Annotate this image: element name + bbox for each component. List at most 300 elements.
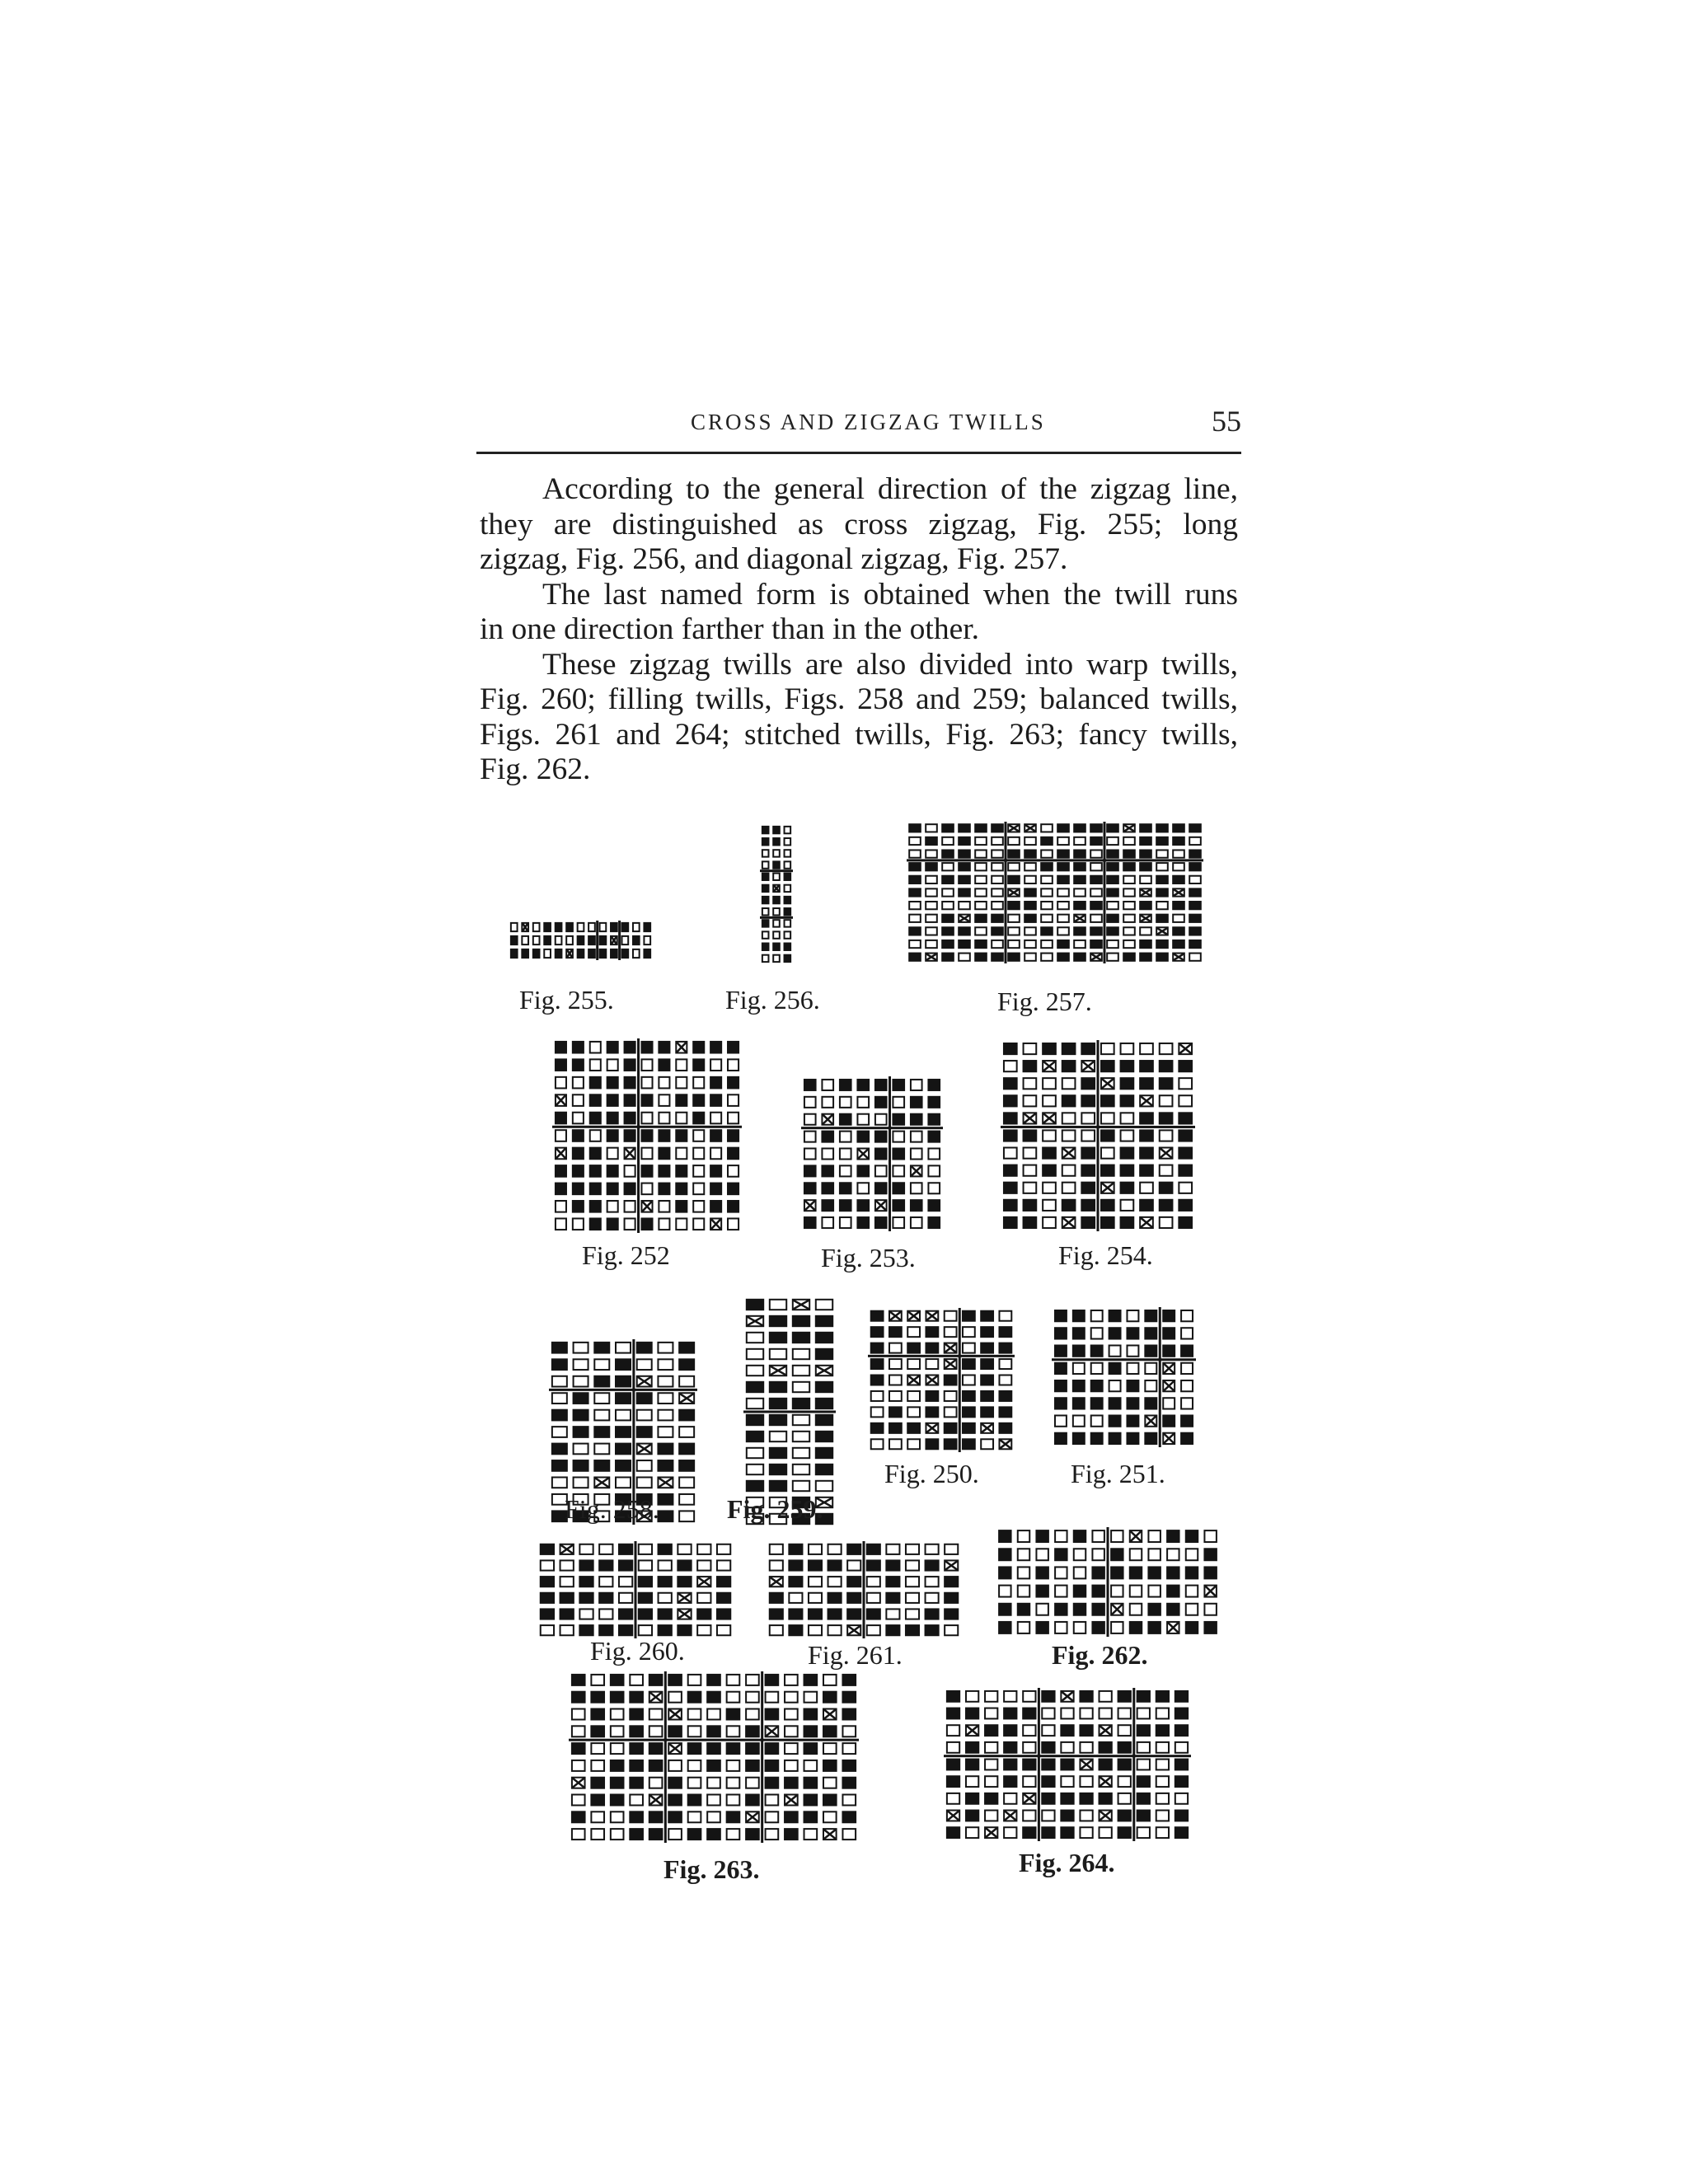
weave-cell-filled [823,1691,837,1704]
weave-cell-empty [697,1625,710,1635]
weave-cell-empty [928,1148,940,1159]
weave-cell-empty [840,1165,851,1176]
weave-cell-empty [641,1077,652,1089]
weave-cell-filled [958,862,971,871]
weave-cell-cross [638,1445,651,1454]
weave-cell-filled [856,1131,870,1143]
weave-cell-empty [1074,837,1085,845]
weave-cell-cross [948,1811,959,1821]
weave-cell-empty [889,1376,902,1385]
weave-cell-filled [804,1725,818,1737]
weave-cell-filled [874,1096,888,1108]
weave-cell-filled [1166,1530,1179,1543]
weave-cell-empty [560,1577,574,1586]
weave-cell-empty [1181,1363,1193,1374]
weave-cell-filled [1118,1690,1132,1703]
weave-cell-filled [1079,1724,1093,1736]
caption-fig-256: Fig. 256. [725,985,820,1015]
caption-fig-261: Fig. 261. [808,1640,903,1670]
weave-cell-empty [1140,876,1151,883]
paragraph-line: Fig. 262. [480,752,591,786]
weave-cell-empty [1123,888,1135,896]
weave-cell-filled [1090,1344,1104,1357]
weave-cell-filled [1100,1199,1115,1212]
weave-cell-empty [590,1130,601,1141]
weave-cell-filled [998,1343,1012,1354]
weave-cell-filled [1041,1759,1055,1771]
weave-cell-filled [991,823,1004,832]
weave-cell-empty [1018,1530,1029,1542]
weave-cell-filled [788,1559,803,1571]
weave-cell-empty [688,1726,701,1736]
weave-cell-filled [1147,1566,1160,1579]
weave-cell-filled [1003,1741,1017,1754]
weave-cell-filled [745,1794,760,1807]
figure-254-grid [1001,1040,1195,1231]
weave-cell-cross [638,1377,651,1386]
weave-cell-empty [785,1726,798,1736]
weave-cell-empty [591,1743,604,1754]
weave-cell-empty [907,1407,920,1417]
weave-cell-filled [1110,1566,1123,1579]
weave-cell-filled [828,1608,842,1619]
weave-cell-empty [770,1349,786,1359]
weave-cell-empty [1091,1363,1103,1374]
weave-cell-empty [727,1778,740,1788]
weave-cell-empty [959,954,970,961]
weave-cell-cross [1075,916,1085,921]
repeat-divider-horizontal [760,916,793,919]
weave-cell-empty [785,850,791,856]
figure-250-grid [868,1308,1015,1452]
weave-cell-empty [1130,1604,1142,1615]
weave-cell-filled [998,1621,1011,1634]
weave-cell-filled [658,1147,670,1160]
weave-cell-filled [769,1332,787,1343]
weave-cell-filled [941,875,954,884]
weave-cell-empty [926,824,937,832]
weave-cell-filled [905,1624,920,1636]
weave-cell-empty [842,1795,856,1806]
weave-cell-cross [926,1376,937,1385]
weave-cell-filled [856,1165,870,1177]
weave-cell-filled [1159,1077,1174,1090]
weave-cell-empty [966,1827,978,1838]
weave-cell-empty [926,850,937,857]
weave-cell-empty [1055,1530,1067,1542]
weave-cell-filled [706,1674,721,1686]
weave-cell-empty [659,1094,669,1106]
weave-cell-cross [1081,1760,1091,1769]
caption-fig-260: Fig. 260. [590,1636,685,1666]
weave-cell-filled [946,1775,960,1788]
weave-cell-empty [1018,1549,1029,1560]
weave-cell-filled [762,873,770,881]
weave-cell-filled [815,1348,833,1360]
paragraph-line: These zigzag twills are also divided into warp twills, [542,647,1238,682]
weave-cell-filled [636,1392,653,1404]
weave-cell-empty [658,1427,673,1437]
weave-cell-empty [717,1560,730,1570]
weave-cell-filled [579,1559,593,1571]
weave-cell-filled [821,1182,834,1194]
weave-cell-filled [908,953,921,962]
weave-cell-empty [1111,1586,1123,1597]
repeat-divider-horizontal [1052,1358,1196,1361]
weave-draft-svg [509,921,653,960]
weave-cell-filled [668,1674,682,1686]
figure-264-grid [944,1688,1191,1841]
weave-cell-filled [657,1460,673,1472]
weave-cell-filled [649,1674,663,1686]
weave-cell-filled [607,1112,619,1125]
weave-cell-filled [610,1674,625,1686]
weave-cell-empty [773,920,780,926]
weave-cell-filled [885,1624,900,1636]
weave-cell-filled [941,926,954,935]
weave-cell-filled [1081,1165,1095,1177]
weave-cell-filled [1166,1585,1179,1598]
weave-cell-empty [619,1577,632,1586]
weave-cell-empty [1109,1380,1121,1391]
weave-cell-filled [885,1559,900,1571]
weave-cell-empty [1004,1827,1016,1838]
weave-cell-filled [677,1559,692,1571]
weave-cell-empty [1156,1708,1169,1719]
weave-cell-empty [746,1709,759,1720]
weave-cell-empty [947,1793,959,1804]
weave-cell-filled [804,1742,818,1755]
weave-cell-empty [572,1726,585,1736]
weave-cell-filled [1060,1826,1074,1839]
weave-cell-filled [1022,1708,1036,1720]
weave-cell-filled [589,1165,602,1178]
weave-cell-filled [571,1674,586,1686]
weave-cell-empty [1181,1328,1193,1338]
weave-cell-filled [1123,953,1136,962]
weave-cell-filled [1178,1129,1193,1141]
weave-cell-filled [589,1112,602,1125]
weave-cell-empty [1160,1130,1173,1141]
weave-cell-filled [927,1131,940,1143]
weave-cell-empty [1042,1811,1054,1821]
weave-cell-cross [1091,954,1101,960]
weave-cell-filled [870,1310,884,1322]
weave-cell-filled [804,1777,818,1789]
weave-cell-filled [980,1390,994,1402]
weave-cell-empty [1055,1586,1067,1597]
weave-cell-empty [942,863,954,870]
weave-cell-empty [926,1544,939,1554]
weave-cell-filled [788,1544,803,1555]
weave-cell-empty [1041,954,1053,961]
weave-cell-filled [716,1608,731,1619]
weave-cell-filled [658,1165,670,1178]
weave-cell-filled [593,1460,610,1472]
weave-cell-filled [856,1079,870,1091]
weave-cell-empty [1121,1043,1134,1054]
weave-cell-empty [1179,1078,1192,1089]
weave-cell-cross [650,1796,662,1805]
weave-cell-filled [1091,1566,1104,1579]
weave-cell-empty [1057,837,1069,845]
weave-cell-empty [840,1097,851,1108]
weave-cell-empty [773,908,780,915]
weave-cell-empty [1062,1183,1076,1193]
weave-cell-filled [1073,926,1086,935]
weave-cell-filled [998,1548,1011,1561]
weave-cell-cross [824,1830,836,1839]
weave-cell-filled [998,1530,1011,1543]
weave-cell-filled [1147,1603,1160,1616]
weave-cell-cross [823,1115,832,1124]
weave-cell-filled [784,1828,799,1840]
weave-cell-filled [1144,1344,1157,1357]
weave-cell-empty [999,1586,1010,1597]
weave-cell-cross [677,1043,686,1052]
weave-cell-filled [1189,862,1202,871]
weave-cell-filled [808,1559,823,1571]
weave-cell-empty [947,1725,959,1736]
weave-cell-filled [1175,1708,1189,1720]
weave-cell-empty [793,1481,809,1491]
weave-cell-filled [804,1794,818,1807]
repeat-divider-vertical [1104,822,1106,963]
weave-cell-filled [629,1760,644,1772]
weave-cell-empty [1041,824,1053,832]
weave-cell-empty [867,1577,880,1586]
weave-cell-empty [945,1544,958,1554]
weave-cell-cross [669,1710,681,1719]
weave-cell-empty [668,1692,682,1703]
weave-cell-filled [621,949,630,958]
weave-cell-empty [1073,1363,1085,1374]
figure-259-grid [743,1296,836,1527]
weave-cell-filled [589,1094,602,1107]
weave-cell-empty [1148,1586,1160,1597]
weave-cell-filled [1042,1043,1057,1055]
weave-cell-filled [1041,1741,1055,1754]
weave-cell-cross [678,1610,690,1618]
weave-cell-filled [1156,914,1169,923]
weave-cell-empty [907,1327,920,1337]
weave-cell-empty [785,1743,798,1754]
weave-cell-cross [1100,1811,1111,1821]
weave-cell-empty [773,931,780,938]
weave-cell-filled [624,1058,636,1071]
weave-cell-filled [1054,1548,1067,1561]
weave-cell-filled [1166,1566,1179,1579]
weave-cell-filled [769,1315,787,1327]
weave-cell-filled [658,1624,673,1636]
weave-cell-filled [1091,1621,1104,1634]
weave-cell-filled [1003,1043,1018,1055]
weave-cell-empty [770,1544,783,1554]
weave-cell-filled [1144,1397,1157,1409]
paragraph-line: they are distinguished as cross zigzag, Fig. 255; long [480,507,1238,541]
weave-cell-empty [578,923,584,931]
weave-cell-filled [1175,1759,1189,1771]
weave-cell-filled [925,862,938,871]
weave-cell-empty [1061,1708,1073,1719]
weave-cell-filled [1175,1775,1189,1788]
weave-cell-empty [804,1148,816,1159]
weave-cell-filled [710,1094,722,1107]
weave-cell-filled [540,1576,555,1587]
weave-cell-filled [1178,1216,1193,1229]
weave-cell-filled [610,1777,625,1789]
weave-cell-empty [789,1593,802,1603]
weave-cell-empty [1025,940,1036,948]
weave-cell-filled [765,1674,780,1686]
weave-cell-filled [889,1406,903,1418]
weave-cell-filled [657,1443,673,1455]
weave-cell-empty [611,1709,624,1720]
weave-cell-empty [804,1132,816,1142]
weave-cell-cross [1174,889,1184,895]
weave-cell-filled [769,1608,784,1619]
weave-cell-cross [523,924,528,930]
weave-cell-cross [1174,954,1184,960]
weave-cell-empty [785,838,791,845]
weave-cell-filled [1023,1216,1038,1229]
weave-cell-filled [908,862,921,871]
weave-cell-empty [975,888,987,896]
weave-cell-filled [727,1076,739,1090]
repeat-divider-vertical [1159,1307,1161,1447]
weave-cell-empty [947,1742,959,1753]
weave-cell-empty [1024,1165,1037,1176]
weave-cell-empty [511,923,518,931]
weave-cell-filled [638,1608,653,1619]
weave-cell-cross [945,1344,956,1352]
weave-cell-filled [1109,1327,1122,1339]
weave-cell-filled [551,1443,568,1455]
weave-cell-filled [910,1113,923,1126]
weave-cell-filled [974,953,987,962]
weave-cell-filled [621,922,630,932]
weave-cell-cross [626,1149,635,1159]
weave-cell-filled [842,1811,856,1823]
weave-cell-empty [1137,1760,1150,1770]
weave-cell-filled [551,1358,568,1371]
weave-cell-filled [980,1375,994,1386]
weave-cell-filled [657,1510,673,1522]
repeat-divider-vertical [1038,1688,1040,1841]
weave-cell-filled [1062,1043,1076,1055]
weave-cell-filled [927,1199,940,1212]
weave-cell-filled [710,1041,722,1054]
weave-cell-empty [572,1795,585,1806]
weave-cell-filled [965,1759,979,1771]
weave-cell-cross [945,1360,956,1368]
weave-cell-filled [1090,837,1103,846]
weave-cell-empty [822,1148,833,1159]
weave-cell-empty [985,1760,997,1770]
weave-cell-filled [1178,1146,1193,1159]
weave-cell-empty [804,1760,818,1771]
weave-cell-cross [967,1726,978,1735]
weave-cell-filled [974,823,987,832]
weave-cell-cross [771,1366,785,1375]
weave-cell-filled [927,1096,940,1108]
weave-cell-filled [1081,1077,1095,1090]
weave-cell-filled [815,1447,833,1459]
weave-cell-filled [540,1592,555,1604]
weave-cell-filled [1172,926,1185,935]
weave-cell-filled [980,1343,994,1354]
paragraph-line: According to the general direction of the zigzag line, [542,472,1238,506]
weave-cell-filled [746,1414,764,1426]
weave-cell-filled [1091,1603,1104,1616]
weave-cell-filled [907,1343,921,1354]
weave-cell-empty [688,1675,701,1685]
weave-cell-filled [572,1058,584,1071]
weave-cell-filled [658,1608,673,1619]
weave-cell-empty [572,1709,585,1720]
weave-cell-empty [1186,1549,1198,1560]
weave-draft-svg [907,822,1203,963]
weave-cell-filled [1175,1810,1189,1822]
weave-cell-empty [1057,915,1069,922]
weave-cell-empty [1043,1078,1056,1089]
weave-cell-filled [543,935,551,945]
weave-cell-filled [784,943,792,951]
weave-cell-filled [572,1147,584,1160]
weave-cell-filled [1109,1432,1122,1445]
weave-cell-filled [1189,901,1202,910]
weave-cell-empty [975,876,987,883]
weave-cell-filled [555,1041,567,1054]
caption-fig-264: Fig. 264. [1019,1848,1115,1877]
weave-cell-cross [1141,889,1151,895]
weave-cell-cross [794,1301,809,1309]
weave-cell-empty [1025,837,1036,845]
weave-cell-filled [1054,1380,1067,1392]
weave-cell-empty [591,1760,604,1771]
weave-cell-empty [693,1165,704,1177]
weave-cell-empty [945,1311,957,1321]
weave-cell-filled [870,1326,884,1338]
weave-cell-empty [556,1201,566,1212]
weave-cell-filled [579,1576,593,1587]
weave-cell-filled [984,1724,998,1736]
weave-cell-filled [726,1811,741,1823]
weave-cell-filled [927,1079,940,1091]
weave-cell-empty [1173,863,1184,870]
weave-cell-filled [1106,914,1119,923]
weave-cell-filled [808,1608,823,1619]
weave-cell-filled [589,1200,602,1213]
weave-draft-svg [944,1688,1191,1841]
weave-cell-filled [941,823,954,832]
weave-cell-empty [1062,1130,1076,1141]
weave-cell-filled [1073,901,1086,910]
weave-cell-empty [1148,1549,1160,1560]
weave-cell-filled [784,907,792,916]
weave-cell-filled [1099,1759,1113,1771]
weave-cell-filled [598,1592,613,1604]
weave-cell-empty [822,1080,833,1090]
weave-cell-empty [1173,850,1184,857]
weave-cell-filled [687,1794,702,1807]
weave-cell-empty [1080,1811,1092,1821]
weave-cell-empty [1189,837,1201,845]
weave-cell-empty [1025,863,1036,870]
weave-cell-filled [649,1760,663,1772]
weave-cell-filled [788,1608,803,1619]
weave-cell-empty [804,1829,818,1840]
